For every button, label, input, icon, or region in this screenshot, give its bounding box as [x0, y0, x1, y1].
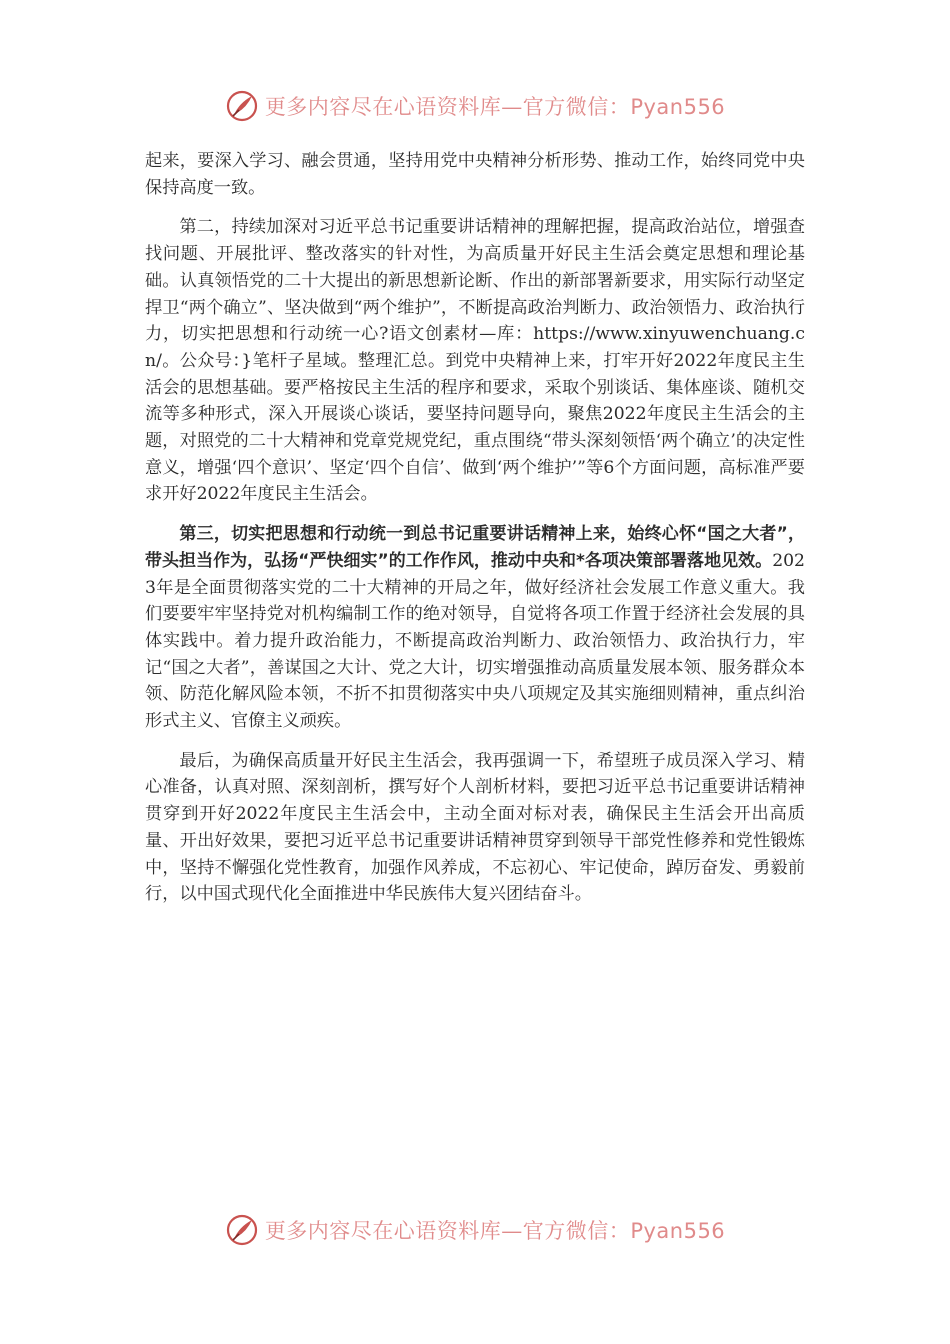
quill-logo-icon: [225, 89, 259, 123]
header-watermark: [0, 86, 950, 126]
paragraph-continuation: 起来，要深入学习、融会贯通，坚持用党中央精神分析形势、推动工作，始终同党中央保持高度一致。: [145, 151, 805, 198]
paragraph-third-body: 2023年是全面贯彻落实党的二十大精神的开局之年，做好经济社会发展工作意义重大。我们要要牢牢坚持党对机构编制工作的绝对领导，自觉将各项工作置于经济社会发展的具体实践中。着力提升政治能力，不断提高政治判断力、政治领悟力、政治执行力，牢记“国之大者”，善谋国之大计、党之大计，切实增强推动高质量发展本领、服务群众本领、防范化解风险本领，不折不扣贯彻落实中央八项规定及其实施细则精神，重点纠治形式主义、官僚主义顽疾。: [145, 550, 805, 732]
paragraph-second: 第二，持续加深对习近平总书记重要讲话精神的理解把握，提高政治站位，增强查找问题、开展批评、整改落实的针对性，为高质量开好民主生活会奠定思想和理论基础。认真领悟党的二十大提出的新思想新论断、作出的新部署新要求，用实际行动坚定捍卫“两个确立”、坚决做到“两个维护”，不断提高政治判断力、政治领悟力、政治执行力，切实把思想和行动统一心?语文创素材—库：https://www.xinyuwenchuang.cn/。公众号：}笔杆子星域。整理汇总。到党中央精神上来，打牢开好2022年度民主生活会的思想基础。要严格按民主生活的程序和要求，采取个别谈话、集体座谈、随机交流等多种形式，深入开展谈心谈话，要坚持问题导向，聚焦2022年度民主生活会的主题，对照党的二十大精神和党章党规党纪，重点围绕“带头深刻领悟‘两个确立’的决定性意义，增强‘四个意识’、坚定‘四个自信’、做到‘两个维护’”等6个方面问题，高标准严要求开好2022年度民主生活会。: [145, 217, 805, 505]
document-body: [145, 148, 805, 921]
quill-logo-icon: [225, 1213, 259, 1247]
footer-watermark: [0, 1210, 950, 1250]
paragraph-final: 最后，为确保高质量开好民主生活会，我再强调一下，希望班子成员深入学习、精心准备，认真对照、深刻剖析，撰写好个人剖析材料，要把习近平总书记重要讲话精神贯穿到开好2022年度民主生活会中，主动全面对标对表，确保民主生活会开出高质量、开出好效果，要把习近平总书记重要讲话精神贯穿到领导干部党性修养和党性锻炼中，坚持不懈强化党性教育，加强作风养成，不忘初心、牢记使命，踔厉奋发、勇毅前行，以中国式现代化全面推进中华民族伟大复兴团结奋斗。: [145, 750, 805, 905]
watermark-text: 更多内容尽在心语资料库—官方微信：Pyan556: [264, 95, 726, 119]
paragraph-third-lead: 第三，切实把思想和行动统一到总书记重要讲话精神上来，始终心怀“国之大者”，带头担当作为，弘扬“严快细实”的工作作风，推动中央和*各项决策部署落地见效。: [145, 524, 805, 571]
paragraph-third: [145, 521, 805, 735]
watermark-text: 更多内容尽在心语资料库—官方微信：Pyan556: [264, 1219, 726, 1243]
